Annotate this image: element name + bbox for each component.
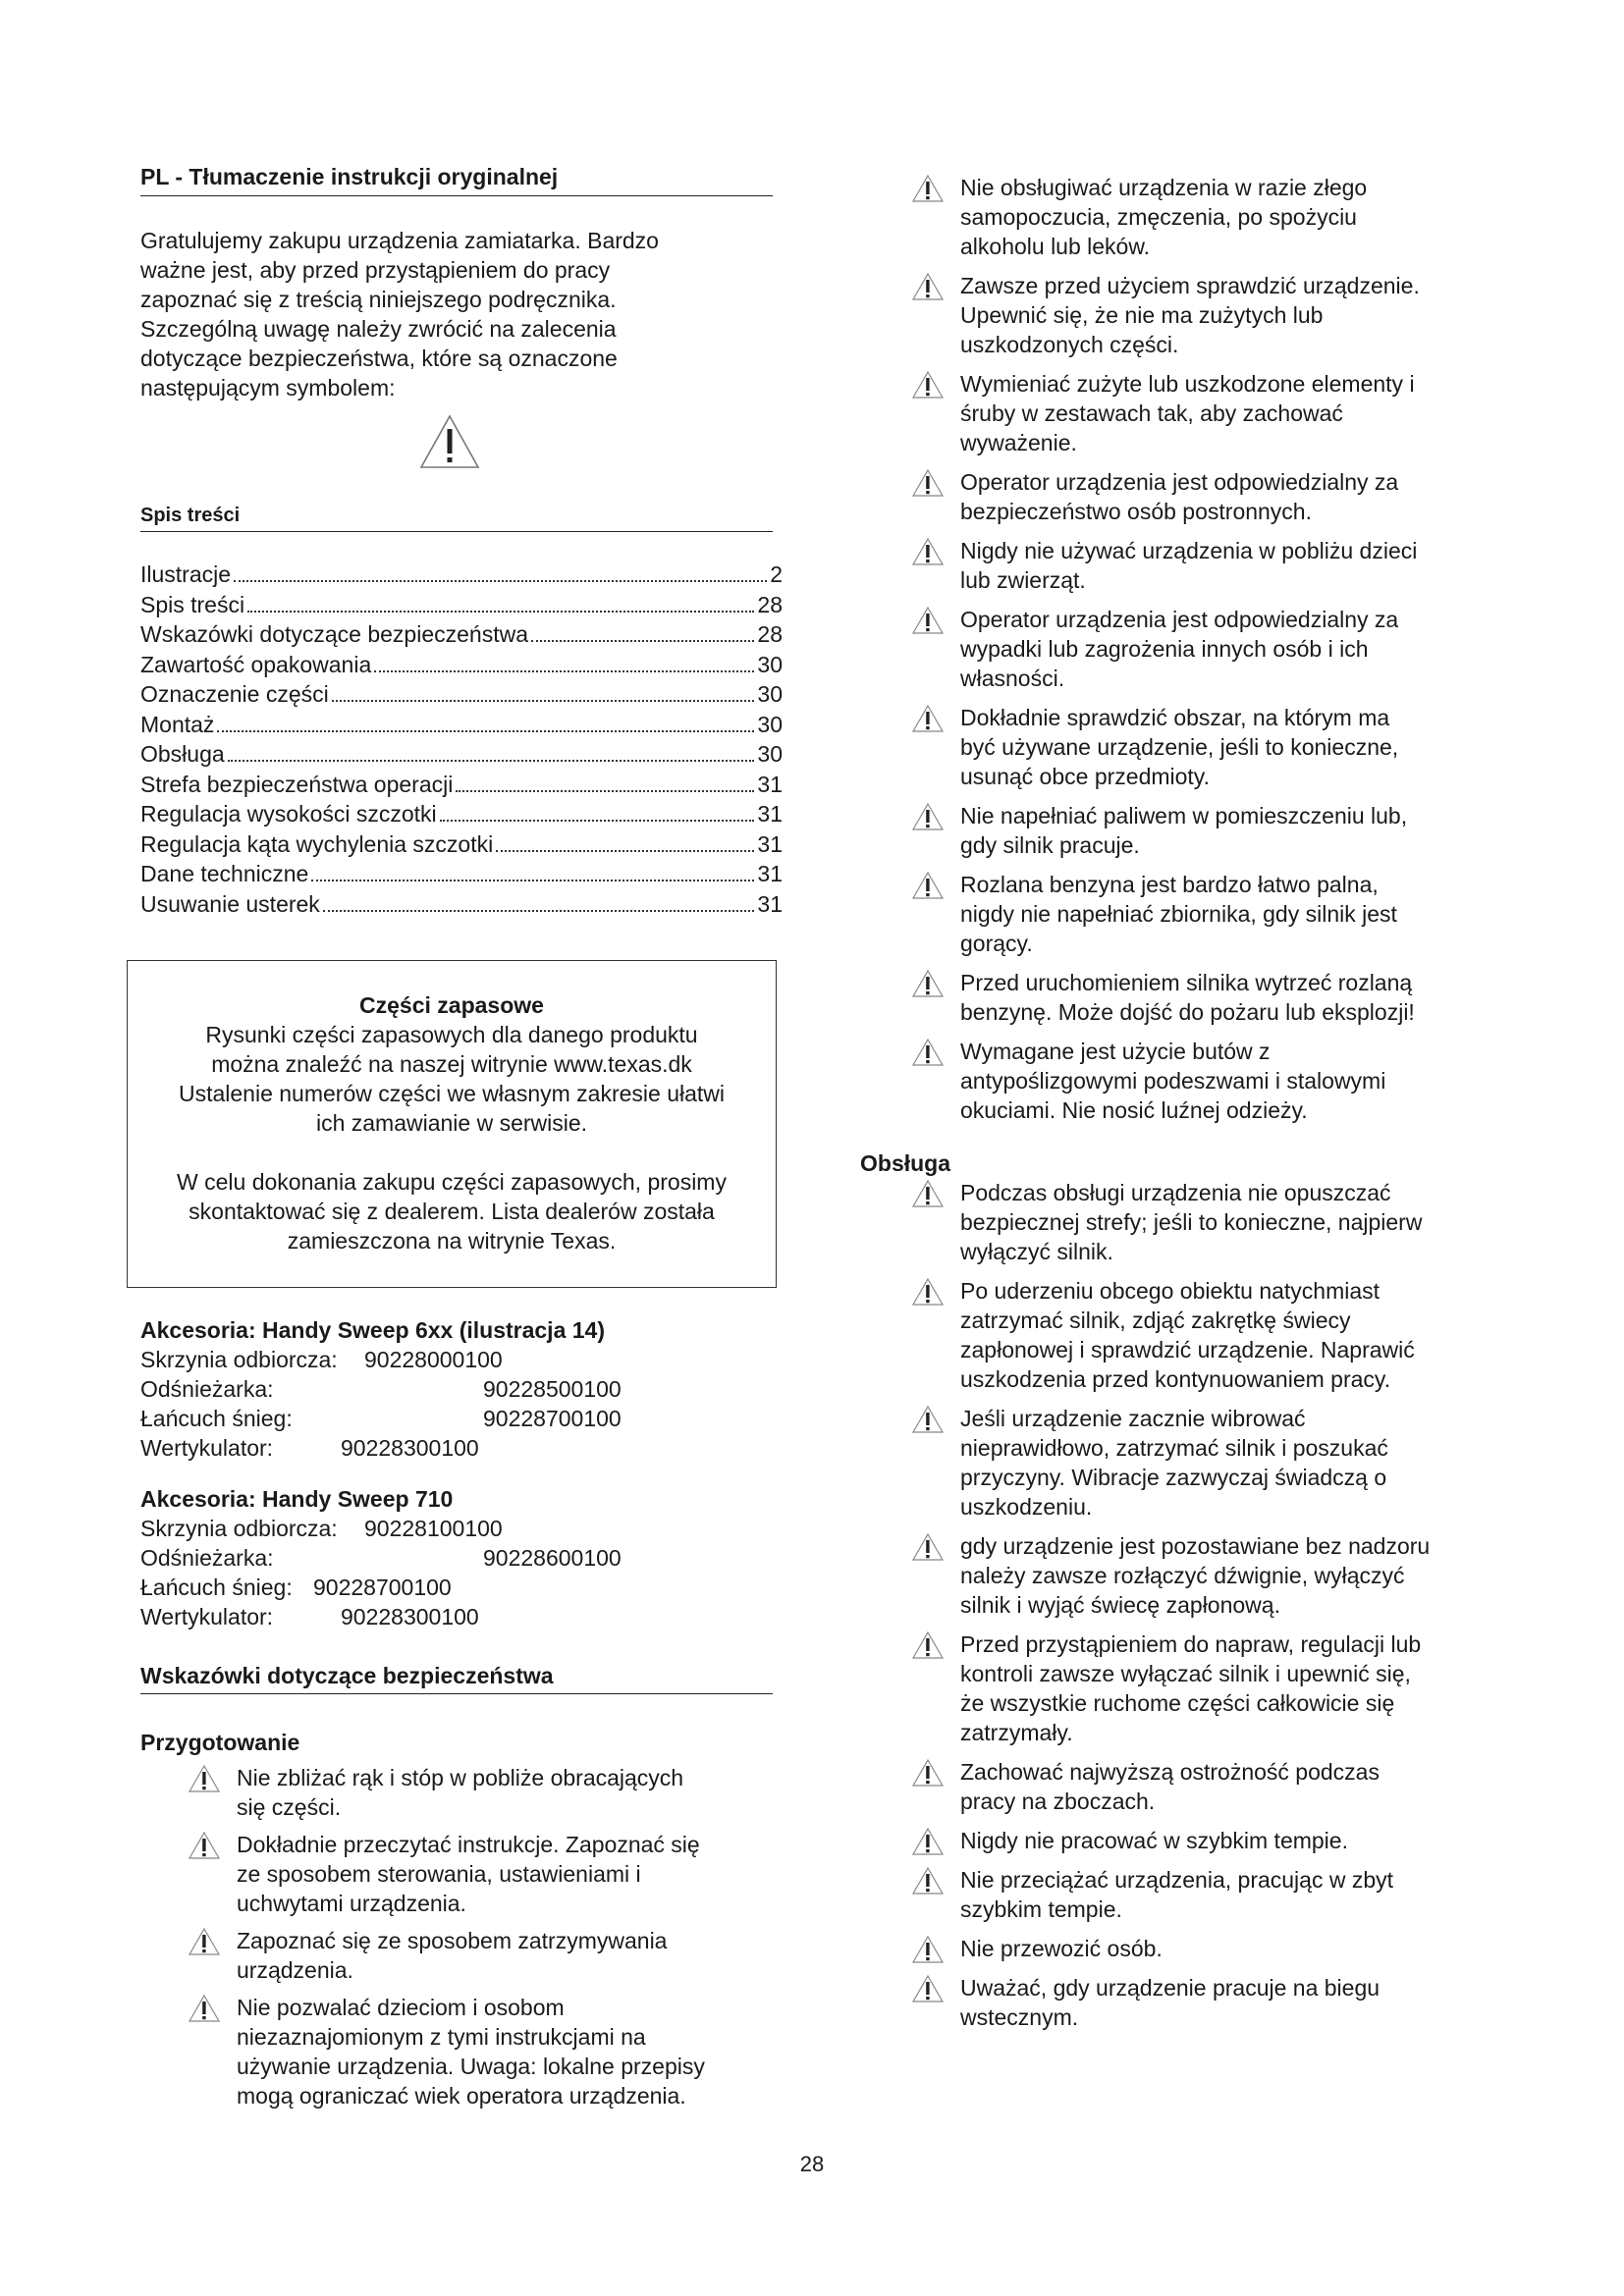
safety-item <box>862 1531 1624 1620</box>
accessory-row <box>140 1573 783 1602</box>
toc-title: Ilustracje <box>140 561 232 587</box>
toc-page: 30 <box>757 741 783 767</box>
page-number: 28 <box>799 2152 825 2176</box>
safety-item <box>140 1993 783 2110</box>
safety-item-line: własności. <box>960 666 1065 691</box>
spare-parts-line: Rysunki części zapasowych dla danego produktu <box>205 1022 698 1047</box>
safety-item-line: benzynę. Może dojść do pożaru lub eksplozji! <box>960 999 1415 1025</box>
warning-triangle-icon <box>911 1974 945 2003</box>
safety-item-line: się części. <box>237 1794 342 1820</box>
spare-parts-line: W celu dokonania zakupu części zapasowych, prosimy <box>177 1169 727 1195</box>
safety-item-line: uszkodzeniu. <box>960 1494 1093 1520</box>
safety-item-line: uszkodzenia przed kontynuowaniem pracy. <box>960 1366 1391 1392</box>
safety-item-line: uszkodzonych części. <box>960 332 1179 357</box>
safety-item-line: samopoczucia, zmęczenia, po spożyciu <box>960 204 1357 230</box>
accessory-row <box>140 1433 783 1463</box>
warning-triangle-icon <box>418 412 481 471</box>
safety-item-line: usunąć obce przedmioty. <box>960 764 1210 789</box>
spare-parts-title: Części zapasowe <box>359 992 544 1018</box>
safety-item-line: kontroli zawsze wyłączać silnik i upewnić się, <box>960 1661 1411 1686</box>
spare-parts-paragraph-1 <box>137 1020 766 1138</box>
operation-list <box>960 1178 1490 2032</box>
toc-row <box>140 831 783 862</box>
accessory-title: Akcesoria: Handy Sweep 6xx (ilustracja 14) <box>140 1317 605 1343</box>
preparation-list <box>140 1763 783 2110</box>
safety-item-line: Rozlana benzyna jest bardzo łatwo palna, <box>960 872 1379 897</box>
safety-item-line: Operator urządzenia jest odpowiedzialny za <box>960 469 1399 495</box>
left-column <box>140 162 783 2110</box>
accessory-label: Odśnieżarka: <box>140 1545 274 1571</box>
safety-item-line: Dokładnie sprawdzić obszar, na którym ma <box>960 705 1390 730</box>
toc-page: 30 <box>757 711 783 737</box>
accessory-block <box>140 1315 783 1463</box>
safety-item <box>862 369 1624 457</box>
safety-item-line: Wymieniać zużyte lub uszkodzone elementy i <box>960 371 1415 397</box>
safety-item-line: wypadki lub zagrożenia innych osób i ich <box>960 636 1369 662</box>
safety-item-line: urządzenia. <box>237 1957 353 1983</box>
accessory-label: Odśnieżarka: <box>140 1376 274 1402</box>
spare-parts-line: zamieszczona na witrynie Texas. <box>287 1228 617 1254</box>
toc-leader <box>228 760 755 762</box>
toc-title: Regulacja wysokości szczotki <box>140 801 437 827</box>
toc-leader <box>234 580 767 582</box>
safety-item <box>862 467 1624 526</box>
right-column <box>862 173 1490 2032</box>
accessory-label: Wertykulator: <box>140 1604 274 1629</box>
warning-triangle-icon <box>911 468 945 498</box>
safety-item-line: Zapoznać się ze sposobem zatrzymywania <box>237 1928 668 1953</box>
safety-item-line: mogą ograniczać wiek operatora urządzenia. <box>237 2083 686 2109</box>
safety-item-line: że wszystkie ruchome części całkowicie się <box>960 1690 1395 1716</box>
intro-line: następującym symbolem: <box>140 375 396 400</box>
toc-title: Spis treści <box>140 591 245 617</box>
toc-title: Obsługa <box>140 741 225 767</box>
accessory-row <box>140 1514 783 1543</box>
safety-item-line: Nigdy nie pracować w szybkim tempie. <box>960 1828 1348 1853</box>
toc-row <box>140 741 783 772</box>
safety-item <box>862 605 1624 693</box>
spare-parts-box <box>127 960 777 1288</box>
safety-item-line: uchwytami urządzenia. <box>237 1891 466 1916</box>
toc-leader <box>531 640 754 642</box>
intro-line: Szczególną uwagę należy zwrócić na zalecenia <box>140 316 617 342</box>
toc-leader <box>332 700 755 702</box>
safety-item-line: wyważenie. <box>960 430 1077 455</box>
accessory-label: Skrzynia odbiorcza: <box>140 1347 338 1372</box>
safety-item-line: Nigdy nie używać urządzenia w pobliżu dzieci <box>960 538 1418 563</box>
part-number: 90228100100 <box>364 1516 503 1541</box>
safety-item-line: wstecznym. <box>960 2004 1079 2030</box>
accessory-row <box>140 1345 783 1374</box>
warning-triangle-icon <box>911 802 945 831</box>
safety-item <box>140 1830 783 1918</box>
safety-item <box>862 968 1624 1027</box>
safety-item-line: być używane urządzenie, jeśli to konieczne, <box>960 734 1399 760</box>
part-number: 90228000100 <box>364 1347 503 1372</box>
accessories-section <box>140 1315 783 1631</box>
safety-item <box>862 173 1624 261</box>
accessory-block <box>140 1484 783 1631</box>
toc-page: 30 <box>757 681 783 707</box>
spare-parts-line: można znaleźć na naszej witrynie www.texas.dk <box>211 1051 692 1077</box>
intro-text <box>140 226 759 402</box>
safety-item-line: lub zwierząt. <box>960 567 1086 593</box>
toc-page: 31 <box>757 861 783 886</box>
toc-page: 31 <box>757 771 783 797</box>
intro-line: ważne jest, aby przed przystąpieniem do pracy <box>140 257 611 283</box>
safety-item-line: pracy na zboczach. <box>960 1789 1156 1814</box>
toc-page: 31 <box>757 890 783 917</box>
safety-item-line: Nie przeciążać urządzenia, pracując w zbyt <box>960 1867 1394 1893</box>
safety-item-line: używanie urządzenia. Uwaga: lokalne przepisy <box>237 2054 705 2079</box>
intro-line: dotyczące bezpieczeństwa, które są oznaczone <box>140 346 618 371</box>
safety-item-line: Operator urządzenia jest odpowiedzialny za <box>960 607 1399 632</box>
accessory-row <box>140 1602 783 1631</box>
warning-triangle-icon <box>188 1927 221 1956</box>
safety-item-line: zapłonowej i sprawdzić urządzenie. Naprawić <box>960 1337 1415 1362</box>
safety-item <box>862 1757 1624 1816</box>
warning-triangle-icon <box>911 1758 945 1788</box>
toc-leader <box>247 611 754 613</box>
intro-line: zapoznać się z treścią niniejszego podręcznika. <box>140 287 617 312</box>
safety-item-line: przyczyny. Wibracje zazwyczaj świadczą o <box>960 1465 1387 1490</box>
safety-item <box>862 1973 1624 2032</box>
safety-item-line: Nie obsługiwać urządzenia w razie złego <box>960 175 1368 200</box>
safety-item-line: zatrzymały. <box>960 1720 1073 1745</box>
toc-leader <box>496 850 754 852</box>
safety-item-line: Jeśli urządzenie zacznie wibrować <box>960 1406 1306 1431</box>
safety-item-line: szybkim tempie. <box>960 1896 1122 1922</box>
part-number: 90228700100 <box>483 1406 622 1431</box>
safety-item <box>862 870 1624 958</box>
safety-item <box>862 536 1624 595</box>
safety-item-line: gdy silnik pracuje. <box>960 832 1140 858</box>
warning-triangle-icon <box>911 370 945 400</box>
toc-leader <box>440 820 755 822</box>
warning-triangle-icon <box>911 606 945 635</box>
safety-item <box>862 1178 1624 1266</box>
toc-leader <box>323 910 755 912</box>
safety-item-line: gorący. <box>960 931 1033 956</box>
accessory-row <box>140 1543 783 1573</box>
safety-item-line: Uważać, gdy urządzenie pracuje na biegu <box>960 1975 1380 2001</box>
operation-heading: Obsługa <box>860 1150 951 1176</box>
toc-row <box>140 772 783 802</box>
toc-page: 31 <box>757 801 783 827</box>
safety-item <box>140 1926 783 1985</box>
toc-row <box>140 621 783 652</box>
safety-item <box>862 801 1624 860</box>
toc-row <box>140 592 783 622</box>
warning-triangle-icon <box>911 1866 945 1896</box>
part-number: 90228300100 <box>341 1435 479 1461</box>
warning-triangle-icon <box>911 1179 945 1208</box>
safety-item-line: alkoholu lub leków. <box>960 234 1151 259</box>
part-number: 90228300100 <box>341 1604 479 1629</box>
safety-item <box>140 1763 783 1822</box>
warning-triangle-icon <box>911 1277 945 1307</box>
warning-triangle-icon <box>911 537 945 566</box>
warning-triangle-icon <box>911 272 945 301</box>
safety-list <box>960 173 1490 1125</box>
safety-item <box>862 1276 1624 1394</box>
safety-item-line: niezaznajomionym z tymi instrukcjami na <box>237 2024 646 2050</box>
toc-leader <box>456 790 754 792</box>
safety-item-line: Wymagane jest użycie butów z <box>960 1039 1271 1064</box>
spare-parts-line: Ustalenie numerów części we własnym zakresie ułatwi <box>178 1081 726 1106</box>
safety-heading: Wskazówki dotyczące bezpieczeństwa <box>140 1661 773 1694</box>
warning-triangle-icon <box>911 871 945 900</box>
accessory-label: Skrzynia odbiorcza: <box>140 1516 338 1541</box>
safety-item-line: Dokładnie przeczytać instrukcje. Zapoznać się <box>237 1832 700 1857</box>
safety-item-line: śruby w zestawach tak, aby zachować <box>960 400 1343 426</box>
toc-title: Dane techniczne <box>140 861 309 886</box>
safety-item-line: gdy urządzenie jest pozostawiane bez nadzoru <box>960 1533 1431 1559</box>
warning-triangle-icon <box>188 1764 221 1793</box>
safety-item-line: okuciami. Nie nosić luźnej odzieży. <box>960 1097 1308 1123</box>
safety-item-line: zatrzymać silnik, zdjąć zakrętkę świecy <box>960 1308 1351 1333</box>
safety-item-line: Zachować najwyższą ostrożność podczas <box>960 1759 1380 1785</box>
safety-item-line: Zawsze przed użyciem sprawdzić urządzenie. <box>960 273 1420 298</box>
accessory-row <box>140 1374 783 1404</box>
warning-triangle-icon <box>188 1831 221 1860</box>
preparation-heading: Przygotowanie <box>140 1730 300 1755</box>
warning-triangle-icon <box>911 1630 945 1660</box>
page-heading: PL - Tłumaczenie instrukcji oryginalnej <box>140 162 773 196</box>
toc-page: 28 <box>757 621 783 647</box>
accessory-row <box>140 1404 783 1433</box>
toc-leader <box>217 730 754 732</box>
toc-title: Montaż <box>140 711 215 737</box>
safety-item-line: należy zawsze rozłączyć dźwignie, wyłączyć <box>960 1563 1405 1588</box>
toc-page: 28 <box>757 591 783 617</box>
warning-triangle-icon <box>911 1532 945 1562</box>
toc-page: 30 <box>757 651 783 677</box>
safety-item-line: Upewnić się, że nie ma zużytych lub <box>960 302 1324 328</box>
toc-row <box>140 801 783 831</box>
toc-heading: Spis treści <box>140 503 773 532</box>
accessory-label: Łańcuch śnieg: <box>140 1406 293 1431</box>
toc-page: 2 <box>770 561 783 587</box>
toc-title: Usuwanie usterek <box>140 890 320 917</box>
toc-leader <box>311 880 754 881</box>
safety-item <box>862 271 1624 359</box>
spare-parts-line: ich zamawianie w serwisie. <box>315 1110 588 1136</box>
safety-item <box>862 1037 1624 1125</box>
safety-item-line: nigdy nie napełniać zbiornika, gdy silnik jest <box>960 901 1397 927</box>
toc-page: 31 <box>757 830 783 857</box>
toc-leader <box>374 670 754 672</box>
spare-parts-paragraph-2 <box>137 1167 766 1255</box>
warning-symbol <box>140 412 759 481</box>
safety-item <box>862 1934 1624 1963</box>
table-of-contents <box>140 561 783 921</box>
safety-item <box>862 1629 1624 1747</box>
safety-item-line: bezpieczeństwo osób postronnych. <box>960 499 1312 524</box>
warning-triangle-icon <box>188 1994 221 2023</box>
safety-item-line: Przed uruchomieniem silnika wytrzeć rozlaną <box>960 970 1413 995</box>
accessory-label: Łańcuch śnieg: <box>140 1575 293 1600</box>
warning-triangle-icon <box>911 1038 945 1067</box>
warning-triangle-icon <box>911 174 945 203</box>
part-number: 90228500100 <box>483 1376 622 1402</box>
toc-title: Zawartość opakowania <box>140 651 372 677</box>
toc-row <box>140 652 783 682</box>
accessory-title: Akcesoria: Handy Sweep 710 <box>140 1486 454 1512</box>
warning-triangle-icon <box>911 969 945 998</box>
safety-item-line: nieprawidłowo, zatrzymać silnik i poszukać <box>960 1435 1388 1461</box>
toc-title: Strefa bezpieczeństwa operacji <box>140 771 454 797</box>
warning-triangle-icon <box>911 704 945 733</box>
toc-row <box>140 891 783 922</box>
toc-row <box>140 861 783 891</box>
toc-title: Regulacja kąta wychylenia szczotki <box>140 830 494 857</box>
part-number: 90228600100 <box>483 1545 622 1571</box>
toc-row <box>140 561 783 592</box>
spare-parts-line: skontaktować się z dealerem. Lista dealerów została <box>189 1199 715 1224</box>
safety-item-line: antypoślizgowymi podeszwami i stalowymi <box>960 1068 1386 1094</box>
safety-item-line: wyłączyć silnik. <box>960 1239 1113 1264</box>
safety-item-line: Przed przystąpieniem do napraw, regulacji lub <box>960 1631 1422 1657</box>
safety-item-line: Po uderzeniu obcego obiektu natychmiast <box>960 1278 1380 1304</box>
toc-title: Oznaczenie części <box>140 681 329 707</box>
warning-triangle-icon <box>911 1935 945 1964</box>
safety-item-line: ze sposobem sterowania, ustawieniami i <box>237 1861 641 1887</box>
safety-item <box>862 703 1624 791</box>
safety-item-line: Nie przewozić osób. <box>960 1936 1163 1961</box>
toc-title: Wskazówki dotyczące bezpieczeństwa <box>140 621 528 647</box>
safety-item-line: bezpiecznej strefy; jeśli to konieczne, najpierw <box>960 1209 1423 1235</box>
safety-item-line: Nie zbliżać rąk i stóp w pobliże obracających <box>237 1765 684 1790</box>
intro-line: Gratulujemy zakupu urządzenia zamiatarka. Bardzo <box>140 228 659 253</box>
toc-row <box>140 712 783 742</box>
safety-item-line: silnik i wyjąć świecę zapłonową. <box>960 1592 1280 1618</box>
accessory-label: Wertykulator: <box>140 1435 274 1461</box>
toc-row <box>140 681 783 712</box>
warning-triangle-icon <box>911 1405 945 1434</box>
safety-item-line: Podczas obsługi urządzenia nie opuszczać <box>960 1180 1391 1205</box>
warning-triangle-icon <box>911 1827 945 1856</box>
safety-item-line: Nie napełniać paliwem w pomieszczeniu lub, <box>960 803 1408 828</box>
safety-item <box>862 1404 1624 1522</box>
safety-item-line: Nie pozwalać dzieciom i osobom <box>237 1995 565 2020</box>
safety-item <box>862 1865 1624 1924</box>
safety-item <box>862 1826 1624 1855</box>
part-number: 90228700100 <box>313 1575 452 1600</box>
